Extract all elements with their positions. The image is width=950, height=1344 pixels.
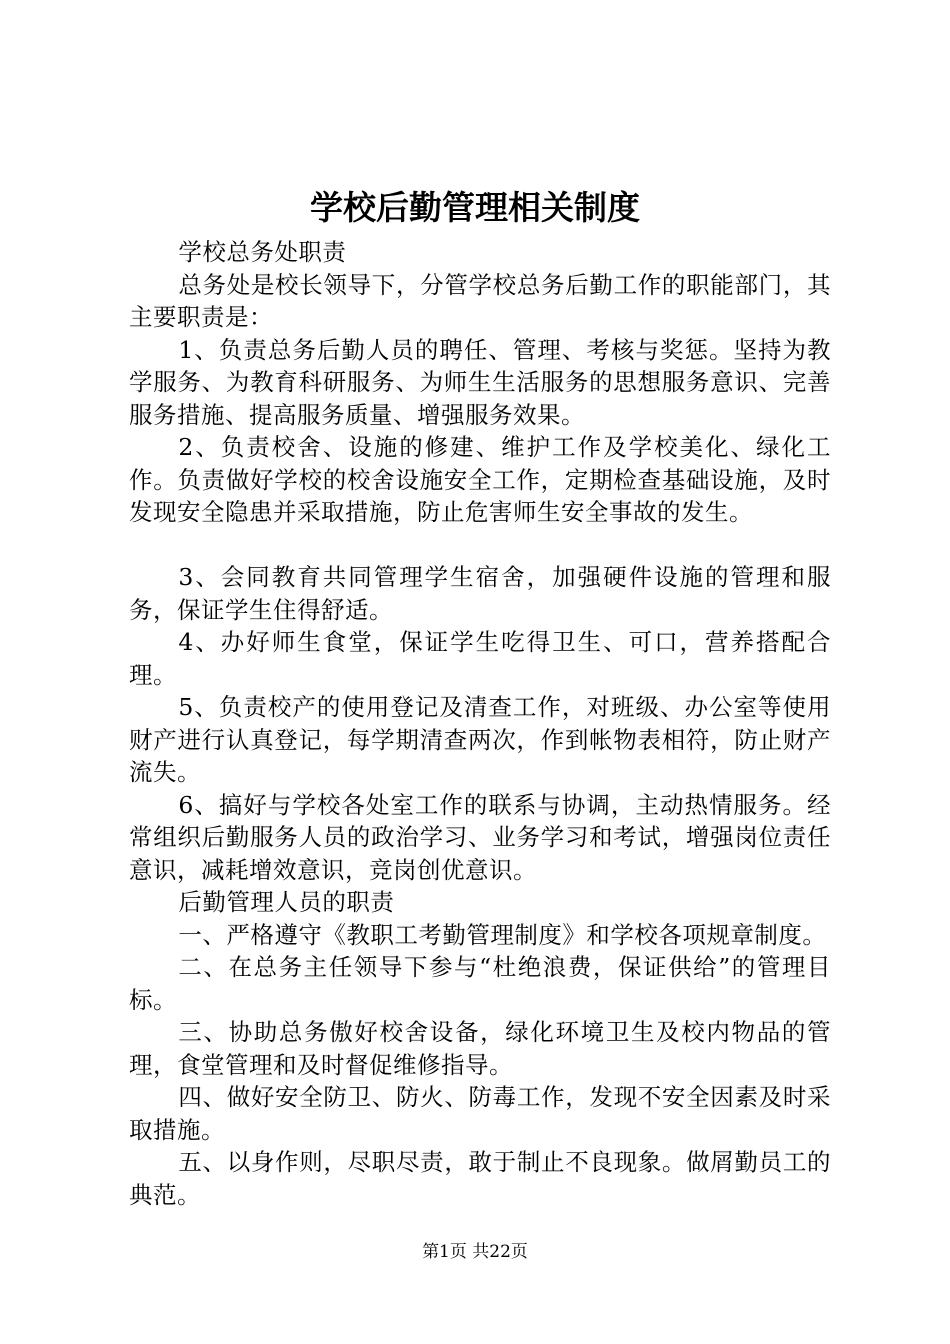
section-heading-general-affairs: 学校总务处职责 [178,238,347,266]
paragraph-staff-duty-1: 一、严格遵守《教职工考勤管理制度》和学校各项规章制度。 [178,920,827,949]
paragraph-duty-4: 4、办好师生食堂，保证学生吃得卫生、可口，营养搭配合理。 [129,628,831,689]
section-heading-logistics-staff: 后勤管理人员的职责 [178,888,395,916]
paragraph-staff-duty-5: 五、以身作则，尽职尽责，敢于制止不良现象。做屑勤员工的典范。 [129,1148,831,1209]
paragraph-intro: 总务处是校长领导下，分管学校总务后勤工作的职能部门，其主要职责是： [129,270,831,331]
paragraph-staff-duty-2: 二、在总务主任领导下参与“杜绝浪费，保证供给”的管理目标。 [129,953,831,1014]
paragraph-duty-1: 1、负责总务后勤人员的聘任、管理、考核与奖惩。坚持为教学服务、为教育科研服务、为师生生活服务的思想服务意识、完善服务措施、提高服务质量、增强服务效果。 [129,335,831,429]
document-title: 学校后勤管理相关制度 [310,188,640,227]
document-body [129,236,831,1211]
paragraph-staff-duty-3: 三、协助总务傲好校舍设备，绿化环境卫生及校内物品的管理，食堂管理和及时督促维修指导。 [129,1018,831,1079]
page-number-footer: 第1页 共22页 [422,1242,528,1262]
paragraph-duty-2: 2、负责校舍、设施的修建、维护工作及学校美化、绿化工作。负责做好学校的校舍设施安全工作，定期检查基础设施，及时发现安全隐患并采取措施，防止危害师生安全事故的发生。 [129,433,831,526]
paragraph-staff-duty-4: 四、做好安全防卫、防火、防毒工作，发现不安全因素及时采取措施。 [129,1083,831,1144]
paragraph-duty-3: 3、会同教育共同管理学生宿舍，加强硬件设施的管理和服务，保证学生住得舒适。 [129,563,831,624]
paragraph-duty-5: 5、负责校产的使用登记及清查工作，对班级、办公室等使用财产进行认真登记，每学期清查两次，作到帐物表相符，防止财产流失。 [129,693,831,786]
paragraph-duty-6: 6、搞好与学校各处室工作的联系与协调，主动热情服务。经常组织后勤服务人员的政治学习、业务学习和考试，增强岗位责任意识，减耗增效意识，竞岗创优意识。 [129,790,831,884]
